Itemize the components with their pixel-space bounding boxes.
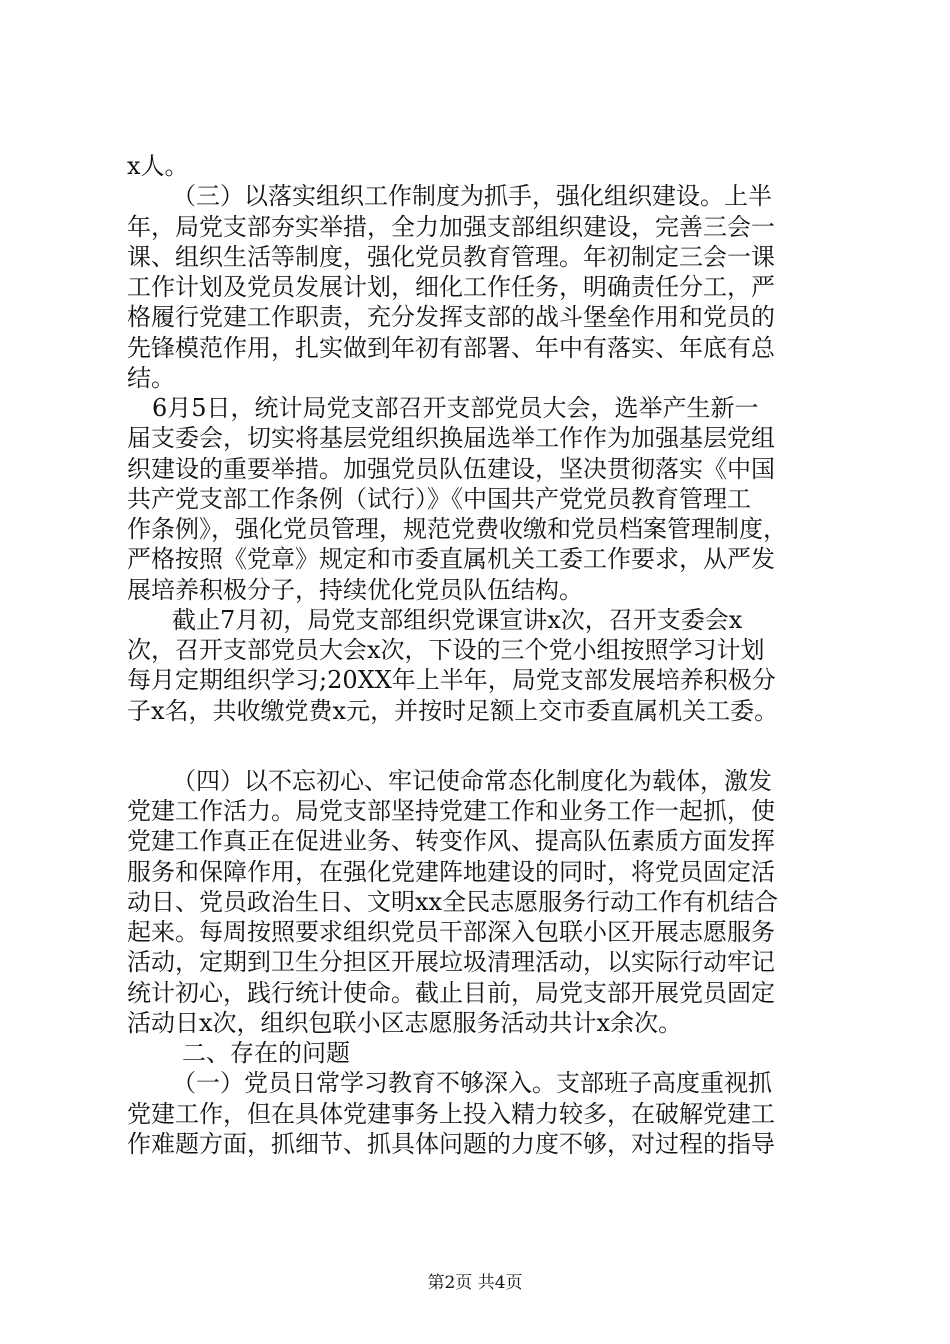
text-line: 服务和保障作用，在强化党建阵地建设的同时，将党员固定活 xyxy=(127,858,775,886)
text-line: 先锋模范作用，扎实做到年初有部署、年中有落实、年底有总 xyxy=(127,334,775,362)
text-line: 子x名，共收缴党费x元，并按时足额上交市委直属机关工委。 xyxy=(127,697,779,725)
text-line: 活动，定期到卫生分担区开展垃圾清理活动，以实际行动牢记 xyxy=(127,948,775,976)
text-line: 党建工作真正在促进业务、转变作风、提高队伍素质方面发挥 xyxy=(127,827,775,855)
text-line: 起来。每周按照要求组织党员干部深入包联小区开展志愿服务 xyxy=(127,918,775,946)
text-line: 年，局党支部夯实举措，全力加强支部组织建设，完善三会一 xyxy=(127,213,775,241)
text-line: 结。 xyxy=(127,364,175,392)
text-line: 作难题方面，抓细节、抓具体问题的力度不够，对过程的指导 xyxy=(127,1130,775,1158)
text-line: 次，召开支部党员大会x次，下设的三个党小组按照学习计划 xyxy=(127,636,765,664)
text-line: 届支委会，切实将基层党组织换届选举工作作为加强基层党组 xyxy=(127,424,775,452)
text-line: 工作计划及党员发展计划，细化工作任务，明确责任分工，严 xyxy=(127,273,775,301)
text-line: 织建设的重要举措。加强党员队伍建设，坚决贯彻落实《中国 xyxy=(127,455,775,483)
text-line: 共产党支部工作条例（试行）》《中国共产党党员教育管理工 xyxy=(127,485,751,513)
text-line: 课、组织生活等制度，强化党员教育管理。年初制定三会一课 xyxy=(127,243,775,271)
text-line: 每月定期组织学习;20XX年上半年，局党支部发展培养积极分 xyxy=(127,666,776,694)
text-line: 作条例》，强化党员管理，规范党费收缴和党员档案管理制度， xyxy=(127,515,787,543)
text-line: 活动日x次，组织包联小区志愿服务活动共计x余次。 xyxy=(127,1009,683,1037)
text-line: 严格按照《党章》规定和市委直属机关工委工作要求，从严发 xyxy=(127,545,775,573)
text-line: 展培养积极分子，持续优化党员队伍结构。 xyxy=(127,576,583,604)
text-line: 统计初心，践行统计使命。截止目前，局党支部开展党员固定 xyxy=(127,979,775,1007)
text-line: 6月5日，统计局党支部召开支部党员大会，选举产生新一 xyxy=(152,394,759,422)
text-line: 党建工作活力。局党支部坚持党建工作和业务工作一起抓，使 xyxy=(127,797,775,825)
text-line: 格履行党建工作职责，充分发挥支部的战斗堡垒作用和党员的 xyxy=(127,303,775,331)
text-line: 二、存在的问题 xyxy=(182,1039,350,1067)
page-footer: 第2页 共4页 xyxy=(427,1273,523,1293)
text-line: 党建工作，但在具体党建事务上投入精力较多，在破解党建工 xyxy=(127,1100,775,1128)
text-line: （一）党员日常学习教育不够深入。支部班子高度重视抓 xyxy=(172,1069,772,1097)
text-line: （四）以不忘初心、牢记使命常态化制度化为载体，激发 xyxy=(172,767,772,795)
text-line: x人。 xyxy=(127,152,189,180)
text-line: 动日、党员政治生日、文明xx全民志愿服务行动工作有机结合 xyxy=(127,888,779,916)
text-line: 截止7月初，局党支部组织党课宣讲x次，召开支委会x xyxy=(172,606,743,634)
text-line: （三）以落实组织工作制度为抓手，强化组织建设。上半 xyxy=(172,182,772,210)
